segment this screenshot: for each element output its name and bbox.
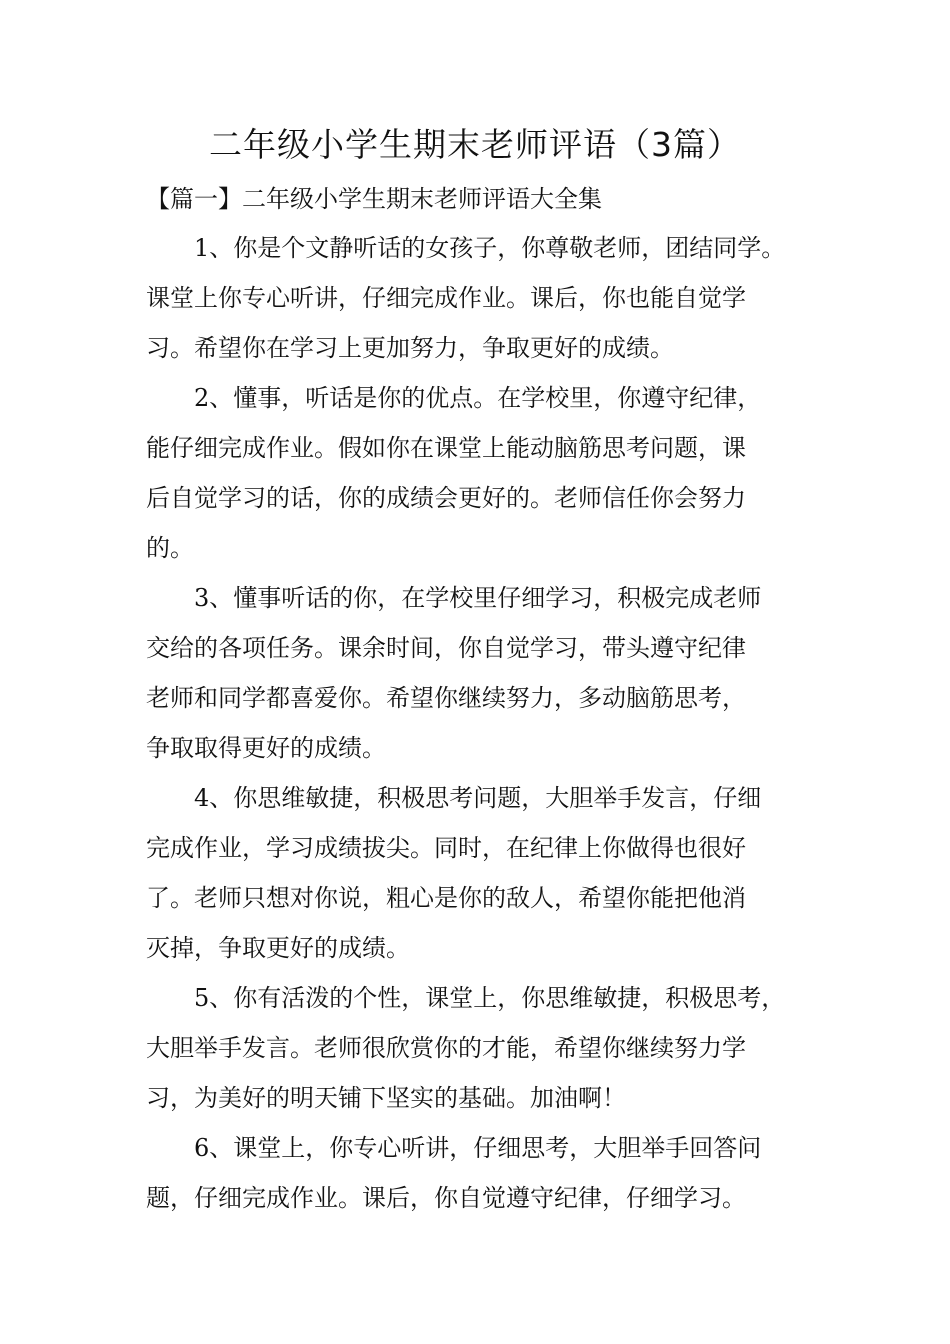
paragraph-line: 6、课堂上，你专心听讲，仔细思考，大胆举手回答问	[194, 1134, 762, 1162]
paragraph-line: 了。老师只想对你说，粗心是你的敌人，希望你能把他消	[146, 884, 746, 912]
paragraph-line: 大胆举手发言。老师很欣赏你的才能，希望你继续努力学	[146, 1034, 746, 1062]
section-heading: 【篇一】二年级小学生期末老师评语大全集	[146, 185, 602, 213]
paragraph-line: 后自觉学习的话，你的成绩会更好的。老师信任你会努力	[146, 484, 746, 512]
paragraph-line: 完成作业，学习成绩拔尖。同时，在纪律上你做得也很好	[146, 834, 746, 862]
paragraph-line: 3、懂事听话的你，在学校里仔细学习，积极完成老师	[194, 584, 762, 612]
paragraph-line: 能仔细完成作业。假如你在课堂上能动脑筋思考问题，课	[146, 434, 746, 462]
paragraph-line: 争取取得更好的成绩。	[146, 734, 386, 762]
paragraph-line: 题，仔细完成作业。课后，你自觉遵守纪律，仔细学习。	[146, 1184, 746, 1212]
paragraph-line: 4、你思维敏捷，积极思考问题，大胆举手发言，仔细	[194, 784, 762, 812]
paragraph-line: 交给的各项任务。课余时间，你自觉学习，带头遵守纪律	[146, 634, 746, 662]
document-title: 二年级小学生期末老师评语（3篇）	[209, 125, 741, 164]
paragraph-line: 老师和同学都喜爱你。希望你继续努力，多动脑筋思考，	[146, 684, 746, 712]
paragraph-line: 5、你有活泼的个性，课堂上，你思维敏捷，积极思考，	[194, 984, 786, 1012]
paragraph-line: 的。	[146, 534, 194, 562]
paragraph-line: 习。希望你在学习上更加努力，争取更好的成绩。	[146, 334, 674, 362]
paragraph-line: 1、你是个文静听话的女孩子，你尊敬老师，团结同学。	[194, 234, 786, 262]
paragraph-line: 习，为美好的明天铺下坚实的基础。加油啊！	[146, 1084, 626, 1112]
paragraph-line: 灭掉，争取更好的成绩。	[146, 934, 410, 962]
paragraph-line: 课堂上你专心听讲，仔细完成作业。课后，你也能自觉学	[146, 284, 746, 312]
paragraph-line: 2、懂事，听话是你的优点。在学校里，你遵守纪律，	[194, 384, 762, 412]
